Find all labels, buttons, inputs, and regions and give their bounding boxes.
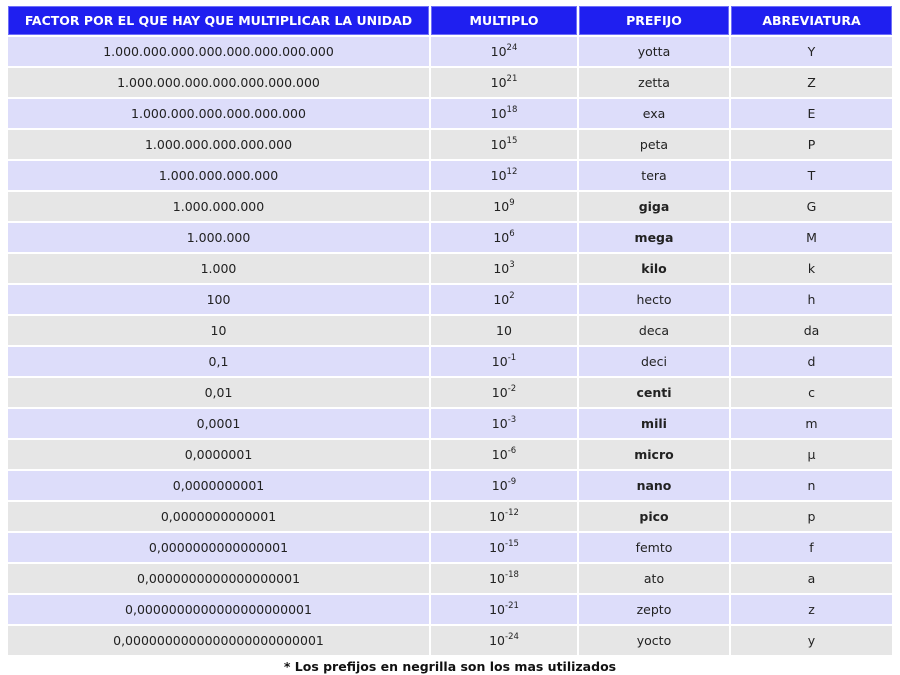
prefix-cell: ato xyxy=(579,564,729,593)
factor-cell: 0,0000000001 xyxy=(8,471,429,500)
abbreviation-cell: da xyxy=(731,316,892,345)
prefix-cell: nano xyxy=(579,471,729,500)
table-row xyxy=(8,37,892,66)
multiple-base: 10 xyxy=(489,571,505,586)
table-row xyxy=(8,440,892,469)
header-prefix: PREFIJO xyxy=(579,6,729,35)
abbreviation-cell: µ xyxy=(731,440,892,469)
multiple-exponent: -9 xyxy=(507,477,517,487)
abbreviation-cell: n xyxy=(731,471,892,500)
multiple-cell xyxy=(431,595,577,624)
multiple-cell xyxy=(431,347,577,376)
prefix-cell: exa xyxy=(579,99,729,128)
multiple-cell xyxy=(431,533,577,562)
factor-cell: 10 xyxy=(8,316,429,345)
multiple-base: 10 xyxy=(490,168,507,183)
table-row xyxy=(8,285,892,314)
prefix-cell: micro xyxy=(579,440,729,469)
multiple-exponent: 3 xyxy=(509,260,515,270)
multiple-cell xyxy=(431,471,577,500)
multiple-exponent: -18 xyxy=(505,570,519,580)
abbreviation-cell: k xyxy=(731,254,892,283)
multiple-base: 10 xyxy=(490,75,507,90)
abbreviation-cell: f xyxy=(731,533,892,562)
prefix-cell: femto xyxy=(579,533,729,562)
multiple-exponent: 21 xyxy=(506,74,518,84)
multiple-base: 10 xyxy=(493,261,510,276)
abbreviation-cell: y xyxy=(731,626,892,655)
prefix-cell: zetta xyxy=(579,68,729,97)
multiple-base: 10 xyxy=(493,292,510,307)
multiple-exponent: -15 xyxy=(505,539,519,549)
abbreviation-cell: d xyxy=(731,347,892,376)
factor-cell: 1.000.000.000.000.000.000.000.000 xyxy=(8,37,429,66)
table-row xyxy=(8,99,892,128)
abbreviation-cell: T xyxy=(731,161,892,190)
table-row xyxy=(8,347,892,376)
multiple-cell xyxy=(431,409,577,438)
multiple-base: 10 xyxy=(493,230,510,245)
multiple-exponent: -24 xyxy=(505,632,519,642)
table-row xyxy=(8,626,892,655)
multiple-exponent: 15 xyxy=(506,136,518,146)
factor-cell: 0,0000001 xyxy=(8,440,429,469)
table-row xyxy=(8,409,892,438)
prefix-cell: tera xyxy=(579,161,729,190)
factor-cell: 0,1 xyxy=(8,347,429,376)
table-header-row xyxy=(8,6,892,35)
multiple-exponent: 6 xyxy=(509,229,515,239)
prefix-cell: kilo xyxy=(579,254,729,283)
multiple-exponent: 9 xyxy=(509,198,515,208)
multiple-base: 10 xyxy=(491,416,508,431)
header-factor: FACTOR POR EL QUE HAY QUE MULTIPLICAR LA UNIDAD xyxy=(8,6,429,35)
multiple-exponent: 18 xyxy=(506,105,518,115)
prefix-table xyxy=(6,4,894,657)
factor-cell: 100 xyxy=(8,285,429,314)
multiple-cell xyxy=(431,626,577,655)
multiple-base: 10 xyxy=(491,478,508,493)
abbreviation-cell: z xyxy=(731,595,892,624)
abbreviation-cell: G xyxy=(731,192,892,221)
factor-cell: 1.000.000.000.000 xyxy=(8,161,429,190)
table-row xyxy=(8,471,892,500)
table-row xyxy=(8,68,892,97)
factor-cell: 0,0000000000000000000001 xyxy=(8,595,429,624)
multiple-cell xyxy=(431,285,577,314)
multiple-exponent: 24 xyxy=(506,43,518,53)
multiple-exponent: 2 xyxy=(509,291,515,301)
factor-cell: 0,0000000000000000001 xyxy=(8,564,429,593)
multiple-exponent: -6 xyxy=(507,446,517,456)
multiple-base: 10 xyxy=(490,44,507,59)
multiple-base: 10 xyxy=(489,509,505,524)
multiple-exponent: -21 xyxy=(505,601,519,611)
footnote: * Los prefijos en negrilla son los mas utilizados xyxy=(283,659,617,674)
factor-cell: 0,0000000000000000000000001 xyxy=(8,626,429,655)
table-row xyxy=(8,254,892,283)
multiple-base: 10 xyxy=(490,137,507,152)
factor-cell: 1.000.000.000 xyxy=(8,192,429,221)
prefix-cell: zepto xyxy=(579,595,729,624)
prefix-cell: yocto xyxy=(579,626,729,655)
multiple-base: 10 xyxy=(489,540,505,555)
table-row xyxy=(8,192,892,221)
abbreviation-cell: P xyxy=(731,130,892,159)
factor-cell: 0,0000000000001 xyxy=(8,502,429,531)
multiple-base: 10 xyxy=(491,385,508,400)
multiple-cell xyxy=(431,37,577,66)
factor-cell: 1.000.000 xyxy=(8,223,429,252)
multiple-cell xyxy=(431,564,577,593)
multiple-cell xyxy=(431,254,577,283)
multiple-cell xyxy=(431,99,577,128)
prefix-cell: deci xyxy=(579,347,729,376)
prefix-cell: mega xyxy=(579,223,729,252)
multiple-base: 10 xyxy=(493,199,510,214)
table-row xyxy=(8,564,892,593)
prefix-cell: yotta xyxy=(579,37,729,66)
factor-cell: 1.000 xyxy=(8,254,429,283)
abbreviation-cell: c xyxy=(731,378,892,407)
multiple-cell xyxy=(431,192,577,221)
abbreviation-cell: M xyxy=(731,223,892,252)
table-row xyxy=(8,130,892,159)
multiple-cell xyxy=(431,223,577,252)
abbreviation-cell: m xyxy=(731,409,892,438)
abbreviation-cell: a xyxy=(731,564,892,593)
table-row xyxy=(8,223,892,252)
multiple-cell xyxy=(431,130,577,159)
multiple-base: 10 xyxy=(496,323,512,338)
header-abbreviation: ABREVIATURA xyxy=(731,6,892,35)
multiple-exponent: -2 xyxy=(507,384,517,394)
abbreviation-cell: Z xyxy=(731,68,892,97)
multiple-cell xyxy=(431,440,577,469)
abbreviation-cell: Y xyxy=(731,37,892,66)
factor-cell: 1.000.000.000.000.000.000 xyxy=(8,99,429,128)
multiple-base: 10 xyxy=(489,633,505,648)
multiple-exponent: -3 xyxy=(507,415,517,425)
prefix-cell: hecto xyxy=(579,285,729,314)
prefix-cell: peta xyxy=(579,130,729,159)
factor-cell: 0,0000000000000001 xyxy=(8,533,429,562)
factor-cell: 0,0001 xyxy=(8,409,429,438)
multiple-cell xyxy=(431,161,577,190)
prefix-cell: centi xyxy=(579,378,729,407)
table-row xyxy=(8,378,892,407)
multiple-cell xyxy=(431,378,577,407)
multiple-base: 10 xyxy=(491,447,508,462)
multiple-cell xyxy=(431,316,577,345)
multiple-exponent: -1 xyxy=(507,353,517,363)
multiple-exponent: 12 xyxy=(506,167,518,177)
header-multiple: MULTIPLO xyxy=(431,6,577,35)
prefix-cell: mili xyxy=(579,409,729,438)
table-row xyxy=(8,533,892,562)
prefix-cell: pico xyxy=(579,502,729,531)
table-row xyxy=(8,595,892,624)
factor-cell: 1.000.000.000.000.000 xyxy=(8,130,429,159)
factor-cell: 0,01 xyxy=(8,378,429,407)
abbreviation-cell: E xyxy=(731,99,892,128)
multiple-base: 10 xyxy=(490,106,507,121)
abbreviation-cell: p xyxy=(731,502,892,531)
prefix-cell: giga xyxy=(579,192,729,221)
multiple-cell xyxy=(431,502,577,531)
multiple-exponent: -12 xyxy=(505,508,519,518)
table-row xyxy=(8,161,892,190)
factor-cell: 1.000.000.000.000.000.000.000 xyxy=(8,68,429,97)
prefix-cell: deca xyxy=(579,316,729,345)
multiple-cell xyxy=(431,68,577,97)
table-row xyxy=(8,316,892,345)
table-row xyxy=(8,502,892,531)
abbreviation-cell: h xyxy=(731,285,892,314)
multiple-base: 10 xyxy=(491,354,508,369)
multiple-base: 10 xyxy=(489,602,505,617)
